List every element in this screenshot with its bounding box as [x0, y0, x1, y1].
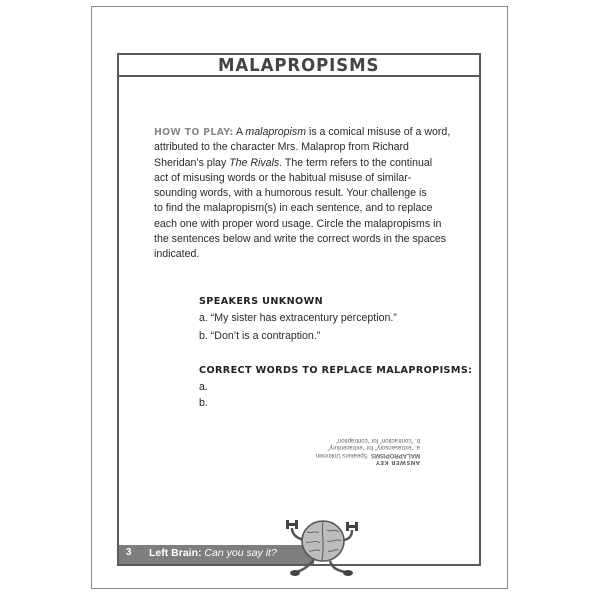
answer-key-line-a: a. “extrasensory” for “extracentury”	[327, 444, 420, 451]
answer-line-b: b.	[199, 397, 208, 409]
correct-words-heading: CORRECT WORDS TO REPLACE MALAPROPISMS:	[199, 365, 473, 376]
how-to-play-text: A malapropism is a comical misuse of a word, attributed to the character Mrs. Malaprop from Richard Sheridan’s play The Rivals. The term refers to the continual act of misusing words or the habitual misuse of similar- sounding words, with a humorous result. Your challenge is to find the malapropism(s) in each sentence, and to replace each one with proper word usage. Circle the malapropisms in the sentences below and write the correct words in the spaces indicated.	[154, 126, 451, 261]
sentence-b: b. “Don’t is a contraption.”	[199, 330, 321, 342]
footer-section-title	[149, 547, 277, 559]
section-name: Left Brain:	[149, 547, 202, 559]
title-bar	[119, 55, 479, 77]
answer-key-heading: MALAPROPISMS Speakers Unknown	[315, 451, 420, 458]
section-subtitle: Can you say it?	[204, 547, 277, 559]
puzzle-frame	[117, 53, 481, 566]
answer-key-label: ANSWER KEY	[375, 459, 420, 466]
puzzle-heading: SPEAKERS UNKNOWN	[199, 296, 323, 307]
upside-down-answer-key	[290, 436, 420, 465]
how-to-play-paragraph	[154, 125, 454, 263]
how-to-play-label: HOW TO PLAY:	[154, 127, 234, 138]
page-number: 3	[126, 547, 132, 558]
brain-mascot-illustration	[286, 514, 364, 578]
answer-key-line-b: b. “contraction” for “contraption”	[335, 437, 420, 444]
answer-line-a: a.	[199, 381, 208, 393]
page-title: MALAPROPISMS	[218, 54, 380, 76]
sentence-a: a. “My sister has extracentury perception.”	[199, 312, 397, 324]
